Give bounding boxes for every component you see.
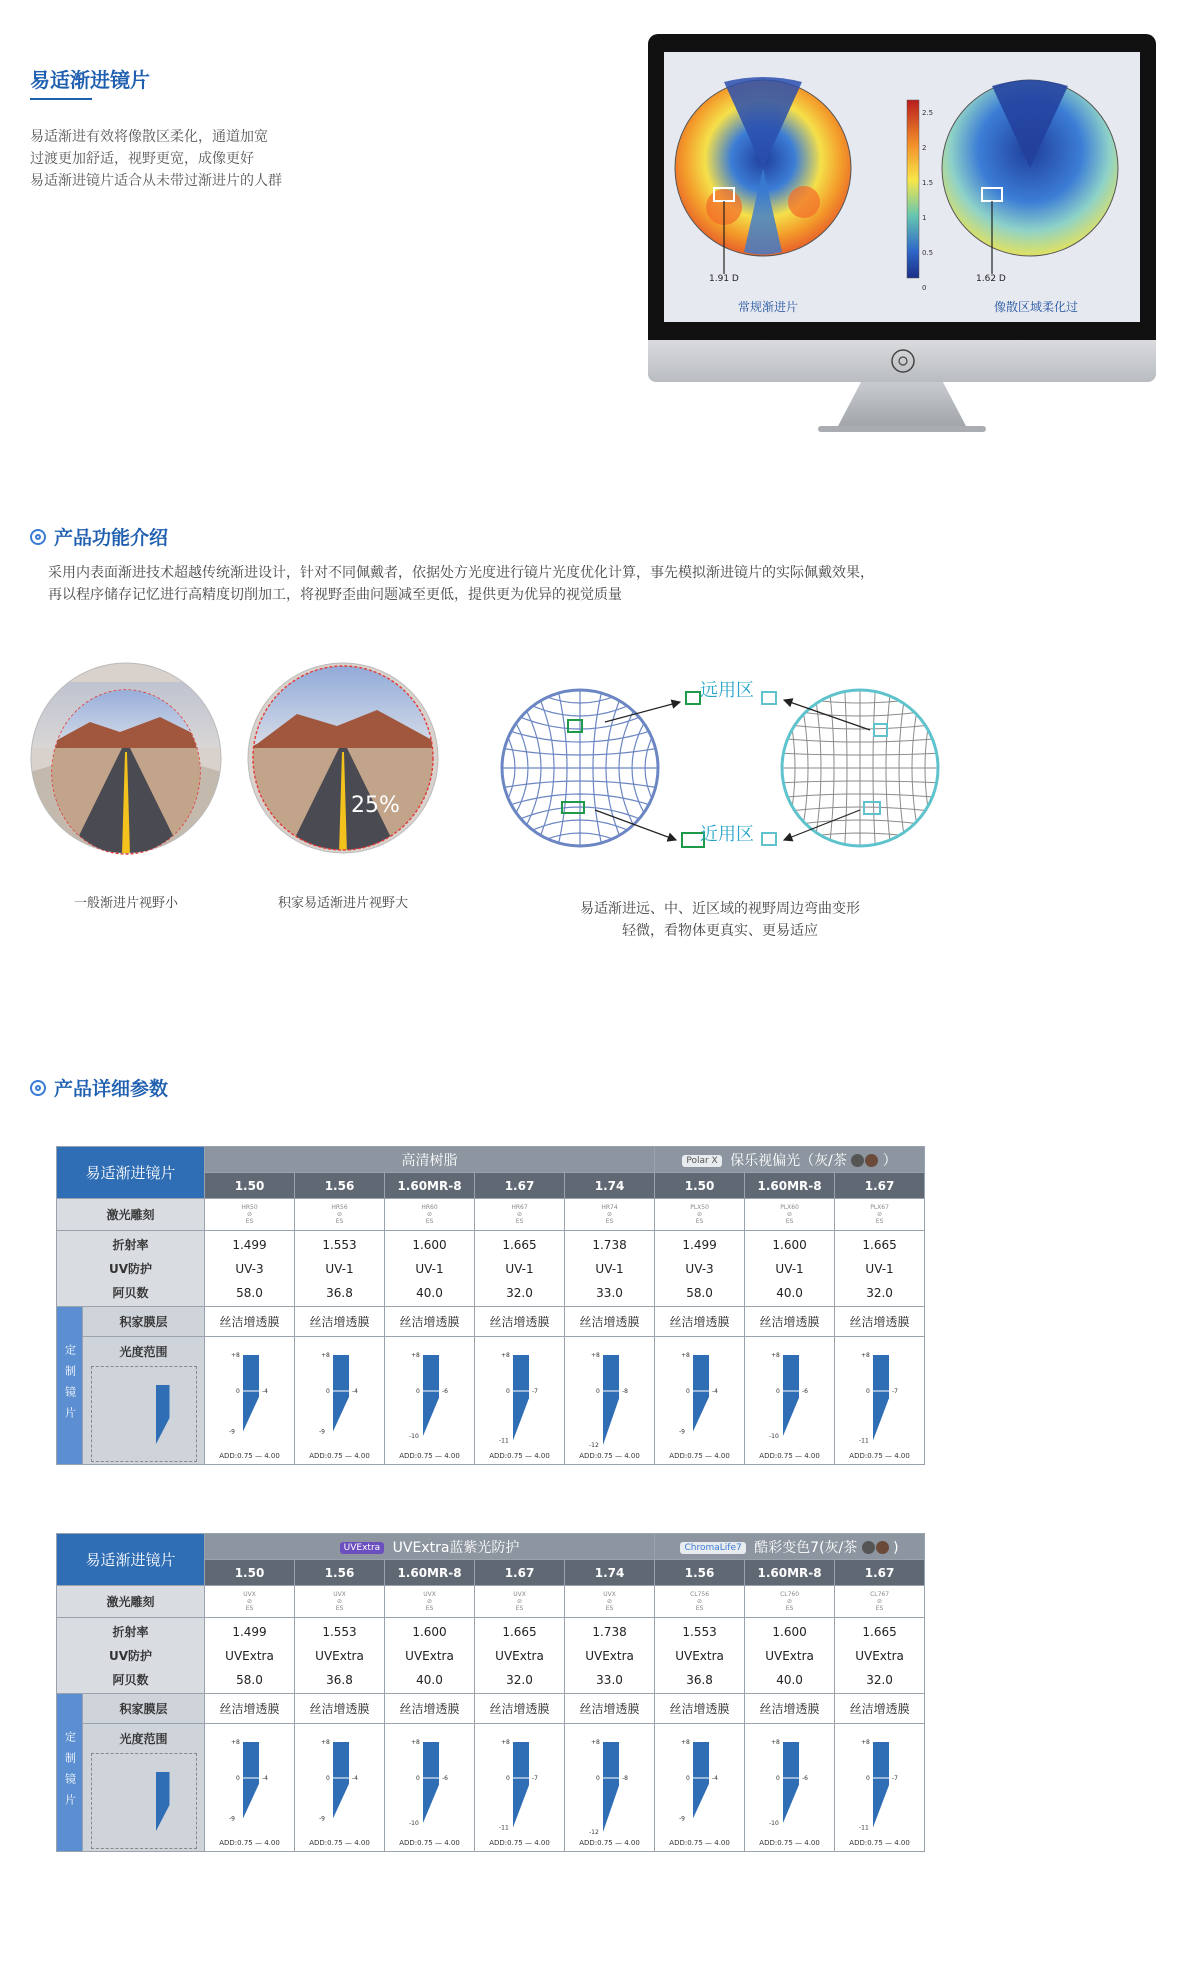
add-range-label: ADD:0.75 — 4.00 — [219, 1839, 280, 1847]
scale-tick: 2.5 — [922, 109, 934, 117]
range-minus-label: -7 — [892, 1388, 899, 1395]
power-range-bar — [243, 1742, 259, 1819]
coating-row — [57, 1307, 925, 1337]
range-minus-label: -7 — [532, 1775, 538, 1782]
range-label: 光度范围 — [119, 1732, 168, 1746]
laser-code: HR56 ⊘ ES — [295, 1199, 385, 1231]
range-label-cell — [83, 1724, 205, 1852]
product-name-cell: 易适渐进镜片 — [57, 1147, 205, 1199]
target-icon — [30, 1080, 46, 1096]
range-bottom-label: -10 — [409, 1820, 419, 1827]
range-top-label: +8 — [411, 1739, 420, 1746]
group-b-header — [655, 1534, 925, 1560]
left-map-label: 常规渐进片 — [738, 300, 799, 314]
range-zero-label: 0 — [866, 1775, 870, 1782]
group-a-header — [205, 1534, 655, 1560]
range-legend — [91, 1366, 197, 1462]
group-a-title: UVExtra蓝紫光防护 — [392, 1539, 520, 1556]
range-zero-label: 0 — [596, 1775, 600, 1782]
range-bottom-label: -9 — [319, 1815, 325, 1823]
add-range-label: ADD:0.75 — 4.00 — [669, 1839, 730, 1847]
range-bottom-label: -9 — [229, 1815, 235, 1823]
power-range-cell — [205, 1724, 295, 1852]
optics-cell: 1.499 UV-3 58.0 — [205, 1231, 295, 1307]
power-range-chart — [655, 1341, 745, 1445]
monitor-logo-icon — [890, 348, 916, 374]
power-range-bar — [513, 1742, 529, 1828]
range-top-label: +8 — [681, 1352, 690, 1359]
right-map-label: 像散区域柔化过 — [994, 300, 1079, 314]
grid-caption-line-2: 轻微，看物体更真实、更易适应 — [622, 923, 818, 939]
params-title: 产品详细参数 — [54, 1078, 169, 1100]
group-b-header — [655, 1147, 925, 1173]
range-bottom-label: -11 — [859, 1437, 869, 1445]
power-range-chart — [835, 1728, 925, 1832]
power-range-chart — [205, 1341, 295, 1445]
range-minus-label: -7 — [532, 1388, 538, 1395]
intro-line-2: 过渡更加舒适，视野更宽，成像更好 — [30, 151, 254, 167]
power-range-cell — [565, 1724, 655, 1852]
laser-code: PLX60 ⊘ ES — [745, 1199, 835, 1231]
power-range-cell — [745, 1724, 835, 1852]
range-zero-label: 0 — [596, 1388, 600, 1395]
power-range-cell — [655, 1337, 745, 1465]
power-range-chart — [385, 1728, 475, 1832]
uv-label: UV防护 — [108, 1261, 153, 1276]
left-map-value: 1.91 D — [709, 274, 739, 284]
range-bottom-label: -9 — [679, 1815, 686, 1823]
range-minus-label: -7 — [892, 1775, 899, 1782]
coating-cell: 丝洁增透膜 — [655, 1307, 745, 1337]
power-range-cell — [655, 1724, 745, 1852]
index-cell: 1.67 — [475, 1560, 565, 1586]
coating-cell: 丝洁增透膜 — [295, 1694, 385, 1724]
coating-cell: 丝洁增透膜 — [745, 1307, 835, 1337]
power-range-bar — [693, 1742, 709, 1819]
monitor-illustration — [648, 34, 1156, 389]
laser-code: PLX50 ⊘ ES — [655, 1199, 745, 1231]
power-range-chart — [385, 1341, 475, 1445]
monitor-chin — [648, 340, 1156, 382]
laser-code: PLX67 ⊘ ES — [835, 1199, 925, 1231]
optics-cell: 1.738 UVExtra 33.0 — [565, 1618, 655, 1694]
monitor-stand — [838, 382, 966, 430]
range-zero-label: 0 — [326, 1388, 330, 1395]
intro-title: 易适渐进镜片 — [30, 68, 150, 92]
range-zero-label: 0 — [506, 1388, 510, 1395]
power-range-bar — [783, 1355, 799, 1436]
power-range-chart — [565, 1341, 655, 1449]
power-range-cell — [565, 1337, 655, 1465]
coating-cell: 丝洁增透膜 — [475, 1307, 565, 1337]
range-bottom-label: -9 — [319, 1428, 325, 1436]
range-minus-label: -6 — [442, 1388, 448, 1395]
range-bottom-label: -9 — [229, 1428, 235, 1436]
laser-code: UVX ⊘ ES — [475, 1586, 565, 1618]
road-lens-normal — [30, 662, 222, 854]
index-cell: 1.74 — [565, 1173, 655, 1199]
range-minus-label: -6 — [802, 1388, 809, 1395]
coating-cell: 丝洁增透膜 — [385, 1307, 475, 1337]
power-range-cell — [835, 1337, 925, 1465]
custom-lens-side-label: 定制镜片 — [57, 1307, 83, 1465]
refraction-label: 折射率 — [112, 1624, 149, 1639]
power-range-bar — [243, 1355, 259, 1432]
optics-cell: 1.665 UVExtra 32.0 — [835, 1618, 925, 1694]
features-line-1: 采用内表面渐进技术超越传统渐进设计，针对不同佩戴者，依据处方光度进行镜片光度优化计算，事先模拟渐进镜片的实际佩戴效果， — [48, 565, 874, 581]
target-icon — [30, 529, 46, 545]
features-heading — [30, 523, 168, 550]
power-range-cell — [295, 1337, 385, 1465]
uv-label: UV防护 — [108, 1648, 153, 1663]
add-range-label: ADD:0.75 — 4.00 — [759, 1452, 820, 1460]
range-bottom-label: -11 — [499, 1824, 509, 1832]
index-cell: 1.67 — [475, 1173, 565, 1199]
optics-cell: 1.600 UVExtra 40.0 — [385, 1618, 475, 1694]
coating-cell: 丝洁增透膜 — [565, 1694, 655, 1724]
add-range-label: ADD:0.75 — 4.00 — [399, 1839, 460, 1847]
range-zero-label: 0 — [686, 1388, 690, 1395]
spec-table-1 — [56, 1146, 925, 1465]
power-range-chart — [745, 1341, 835, 1445]
power-range-cell — [475, 1337, 565, 1465]
coating-label: 积家膜层 — [83, 1307, 205, 1337]
scale-tick: 0 — [922, 284, 927, 292]
coating-cell: 丝洁增透膜 — [385, 1694, 475, 1724]
features-line-2: 再以程序储存记忆进行高精度切削加工，将视野歪曲问题减至更低，提供更为优异的视觉质量 — [48, 587, 622, 603]
product-name-cell: 易适渐进镜片 — [57, 1534, 205, 1586]
group-b-close: ） — [882, 1152, 897, 1169]
add-range-label: ADD:0.75 — 4.00 — [849, 1452, 910, 1460]
range-row — [57, 1724, 925, 1852]
range-bottom-label: -10 — [409, 1433, 419, 1440]
power-range-bar — [513, 1355, 529, 1441]
range-top-label: +8 — [681, 1739, 690, 1746]
abbe-label: 阿贝数 — [112, 1285, 149, 1300]
optics-cell: 1.665 UV-1 32.0 — [475, 1231, 565, 1307]
range-top-label: +8 — [861, 1739, 870, 1746]
coating-cell: 丝洁增透膜 — [295, 1307, 385, 1337]
optics-cell: 1.499 UVExtra 58.0 — [205, 1618, 295, 1694]
power-range-chart — [835, 1341, 925, 1445]
optics-cell: 1.553 UV-1 36.8 — [295, 1231, 385, 1307]
optics-cell: 1.738 UV-1 33.0 — [565, 1231, 655, 1307]
index-cell: 1.60MR-8 — [745, 1173, 835, 1199]
range-minus-label: -6 — [802, 1775, 809, 1782]
range-bottom-label: -10 — [769, 1820, 779, 1827]
power-range-bar — [333, 1355, 349, 1432]
power-range-bar — [693, 1355, 709, 1432]
right-map-value: 1.62 D — [976, 274, 1006, 284]
range-bottom-label: -11 — [859, 1824, 869, 1832]
optics-cell: 1.499 UV-3 58.0 — [655, 1231, 745, 1307]
range-legend — [91, 1753, 197, 1849]
intro-line-3: 易适渐进镜片适合从未带过渐进片的人群 — [30, 173, 282, 189]
range-minus-label: -6 — [442, 1775, 448, 1782]
power-range-bar — [603, 1355, 619, 1445]
laser-code: CL767 ⊘ ES — [835, 1586, 925, 1618]
laser-code: UVX ⊘ ES — [565, 1586, 655, 1618]
optics-row — [57, 1618, 925, 1694]
index-cell: 1.56 — [655, 1560, 745, 1586]
laser-row — [57, 1199, 925, 1231]
scale-tick: 1.5 — [922, 179, 934, 187]
spec-table-2 — [56, 1533, 925, 1852]
add-range-label: ADD:0.75 — 4.00 — [489, 1839, 550, 1847]
optics-cell: 1.553 UVExtra 36.8 — [655, 1618, 745, 1694]
range-label-cell — [83, 1337, 205, 1465]
power-range-chart — [295, 1341, 385, 1445]
coating-cell: 丝洁增透膜 — [475, 1694, 565, 1724]
optics-cell: 1.600 UV-1 40.0 — [745, 1231, 835, 1307]
scale-ticks — [922, 96, 933, 306]
power-range-cell — [835, 1724, 925, 1852]
coating-cell: 丝洁增透膜 — [835, 1307, 925, 1337]
custom-lens-side-label: 定制镜片 — [57, 1694, 83, 1852]
road-percent: 25% — [351, 793, 400, 818]
polarx-logo: Polar X — [682, 1155, 721, 1167]
range-top-label: +8 — [501, 1352, 510, 1359]
title-underline — [30, 98, 92, 100]
range-minus-label: -4 — [712, 1775, 719, 1782]
uvextra-logo: UVExtra — [340, 1542, 385, 1554]
power-range-chart — [655, 1728, 745, 1832]
intro-line-1: 易适渐进有效将像散区柔化，通道加宽 — [30, 129, 268, 145]
power-range-cell — [745, 1337, 835, 1465]
range-top-label: +8 — [411, 1352, 420, 1359]
group-b-title: 保乐视偏光（灰/茶 — [730, 1152, 847, 1169]
power-range-bar — [333, 1742, 349, 1819]
index-cell: 1.56 — [295, 1173, 385, 1199]
index-cell: 1.60MR-8 — [385, 1173, 475, 1199]
laser-code: CL760 ⊘ ES — [745, 1586, 835, 1618]
power-range-cell — [475, 1724, 565, 1852]
range-minus-label: -4 — [262, 1388, 268, 1395]
coating-cell: 丝洁增透膜 — [205, 1694, 295, 1724]
grid-caption — [540, 898, 900, 942]
range-top-label: +8 — [321, 1739, 330, 1746]
road-left-caption: 一般渐进片视野小 — [73, 896, 178, 911]
power-range-chart — [205, 1728, 295, 1832]
abbe-label: 阿贝数 — [112, 1672, 149, 1687]
power-range-bar — [783, 1742, 799, 1823]
range-zero-label: 0 — [776, 1388, 780, 1395]
add-range-label: ADD:0.75 — 4.00 — [399, 1452, 460, 1460]
range-minus-label: -8 — [622, 1775, 628, 1782]
coating-label: 积家膜层 — [83, 1694, 205, 1724]
add-range-label: ADD:0.75 — 4.00 — [849, 1839, 910, 1847]
monitor-screen — [664, 52, 1140, 322]
range-zero-label: 0 — [236, 1388, 240, 1395]
laser-code: UVX ⊘ ES — [385, 1586, 475, 1618]
add-range-label: ADD:0.75 — 4.00 — [219, 1452, 280, 1460]
optics-cell: 1.553 UVExtra 36.8 — [295, 1618, 385, 1694]
index-cell: 1.50 — [205, 1560, 295, 1586]
power-range-cell — [295, 1724, 385, 1852]
range-zero-label: 0 — [686, 1775, 690, 1782]
brown-dot-icon — [876, 1541, 889, 1554]
coating-cell: 丝洁增透膜 — [565, 1307, 655, 1337]
range-bottom-label: -9 — [679, 1428, 686, 1436]
range-bottom-label: -12 — [589, 1442, 599, 1449]
range-top-label: +8 — [321, 1352, 330, 1359]
laser-label: 激光雕刻 — [57, 1586, 205, 1618]
coating-cell: 丝洁增透膜 — [655, 1694, 745, 1724]
power-range-bar — [603, 1742, 619, 1832]
laser-code: UVX ⊘ ES — [205, 1586, 295, 1618]
coating-cell: 丝洁增透膜 — [835, 1694, 925, 1724]
optics-row — [57, 1231, 925, 1307]
laser-label: 激光雕刻 — [57, 1199, 205, 1231]
range-label: 光度范围 — [119, 1345, 168, 1359]
optics-cell: 1.665 UV-1 32.0 — [835, 1231, 925, 1307]
laser-row — [57, 1586, 925, 1618]
range-top-label: +8 — [231, 1352, 240, 1359]
monitor-bezel — [648, 34, 1156, 340]
range-zero-label: 0 — [776, 1775, 780, 1782]
coating-cell: 丝洁增透膜 — [205, 1307, 295, 1337]
index-cell: 1.50 — [655, 1173, 745, 1199]
laser-code: HR67 ⊘ ES — [475, 1199, 565, 1231]
brown-dot-icon — [865, 1154, 878, 1167]
near-zone-label: 近用区 — [700, 824, 754, 845]
range-top-label: +8 — [771, 1739, 780, 1746]
params-heading — [30, 1074, 168, 1101]
scale-tick: 0.5 — [922, 249, 934, 257]
far-zone-label: 远用区 — [700, 680, 754, 701]
features-paragraph — [48, 562, 874, 606]
power-range-chart — [295, 1728, 385, 1832]
add-range-label: ADD:0.75 — 4.00 — [309, 1452, 370, 1460]
coating-cell: 丝洁增透膜 — [745, 1694, 835, 1724]
optics-labels — [57, 1231, 205, 1307]
range-zero-label: 0 — [866, 1388, 870, 1395]
add-range-label: ADD:0.75 — 4.00 — [669, 1452, 730, 1460]
road-lens-wide — [247, 662, 439, 854]
add-range-label: ADD:0.75 — 4.00 — [579, 1452, 640, 1460]
laser-code: HR60 ⊘ ES — [385, 1199, 475, 1231]
index-cell: 1.60MR-8 — [385, 1560, 475, 1586]
road-right-caption: 积家易适渐进片视野大 — [277, 896, 408, 911]
range-top-label: +8 — [231, 1739, 240, 1746]
range-zero-label: 0 — [416, 1388, 420, 1395]
index-cell: 1.50 — [205, 1173, 295, 1199]
scale-tick: 2 — [922, 144, 927, 152]
power-range-bar — [423, 1355, 439, 1436]
group-b-title: 酷彩变色7(灰/茶 — [754, 1539, 858, 1556]
power-range-bar — [423, 1742, 439, 1823]
add-range-label: ADD:0.75 — 4.00 — [489, 1452, 550, 1460]
refraction-label: 折射率 — [112, 1237, 149, 1252]
range-top-label: +8 — [591, 1739, 600, 1746]
range-row — [57, 1337, 925, 1465]
grey-dot-icon — [851, 1154, 864, 1167]
index-cell: 1.56 — [295, 1560, 385, 1586]
range-minus-label: -8 — [622, 1388, 628, 1395]
grey-dot-icon — [862, 1541, 875, 1554]
group-b-close: ) — [893, 1539, 899, 1556]
laser-code: HR50 ⊘ ES — [205, 1199, 295, 1231]
power-range-chart — [565, 1728, 655, 1836]
power-range-cell — [385, 1724, 475, 1852]
power-range-cell — [205, 1337, 295, 1465]
index-cell: 1.67 — [835, 1173, 925, 1199]
range-minus-label: -4 — [352, 1388, 358, 1395]
chromalife-logo: ChromaLife7 — [680, 1542, 745, 1554]
range-minus-label: -4 — [712, 1388, 719, 1395]
range-bottom-label: -10 — [769, 1433, 779, 1440]
laser-code: CL756 ⊘ ES — [655, 1586, 745, 1618]
laser-code: UVX ⊘ ES — [295, 1586, 385, 1618]
index-cell: 1.60MR-8 — [745, 1560, 835, 1586]
range-zero-label: 0 — [236, 1775, 240, 1782]
range-zero-label: 0 — [416, 1775, 420, 1782]
monitor-stand-base — [818, 426, 986, 432]
range-minus-label: -4 — [352, 1775, 358, 1782]
optics-labels — [57, 1618, 205, 1694]
coating-row — [57, 1694, 925, 1724]
range-top-label: +8 — [501, 1739, 510, 1746]
intro-text — [30, 126, 282, 192]
range-minus-label: -4 — [262, 1775, 268, 1782]
power-range-cell — [385, 1337, 475, 1465]
add-range-label: ADD:0.75 — 4.00 — [579, 1839, 640, 1847]
power-range-bar — [873, 1355, 889, 1441]
grid-caption-line-1: 易适渐进远、中、近区域的视野周边弯曲变形 — [580, 901, 860, 917]
group-a-header: 高清树脂 — [205, 1147, 655, 1173]
index-cell: 1.67 — [835, 1560, 925, 1586]
optics-cell: 1.600 UV-1 40.0 — [385, 1231, 475, 1307]
power-range-chart — [475, 1341, 565, 1445]
optics-cell: 1.600 UVExtra 40.0 — [745, 1618, 835, 1694]
features-title: 产品功能介绍 — [54, 527, 169, 549]
range-bottom-label: -11 — [499, 1437, 509, 1445]
range-top-label: +8 — [861, 1352, 870, 1359]
range-zero-label: 0 — [326, 1775, 330, 1782]
optics-cell: 1.665 UVExtra 32.0 — [475, 1618, 565, 1694]
power-range-bar — [873, 1742, 889, 1828]
range-bottom-label: -12 — [589, 1829, 599, 1836]
power-range-chart — [475, 1728, 565, 1832]
scale-tick: 1 — [922, 214, 927, 222]
add-range-label: ADD:0.75 — 4.00 — [309, 1839, 370, 1847]
range-zero-label: 0 — [506, 1775, 510, 1782]
index-cell: 1.74 — [565, 1560, 655, 1586]
laser-code: HR74 ⊘ ES — [565, 1199, 655, 1231]
range-top-label: +8 — [771, 1352, 780, 1359]
add-range-label: ADD:0.75 — 4.00 — [759, 1839, 820, 1847]
power-range-chart — [745, 1728, 835, 1832]
range-top-label: +8 — [591, 1352, 600, 1359]
